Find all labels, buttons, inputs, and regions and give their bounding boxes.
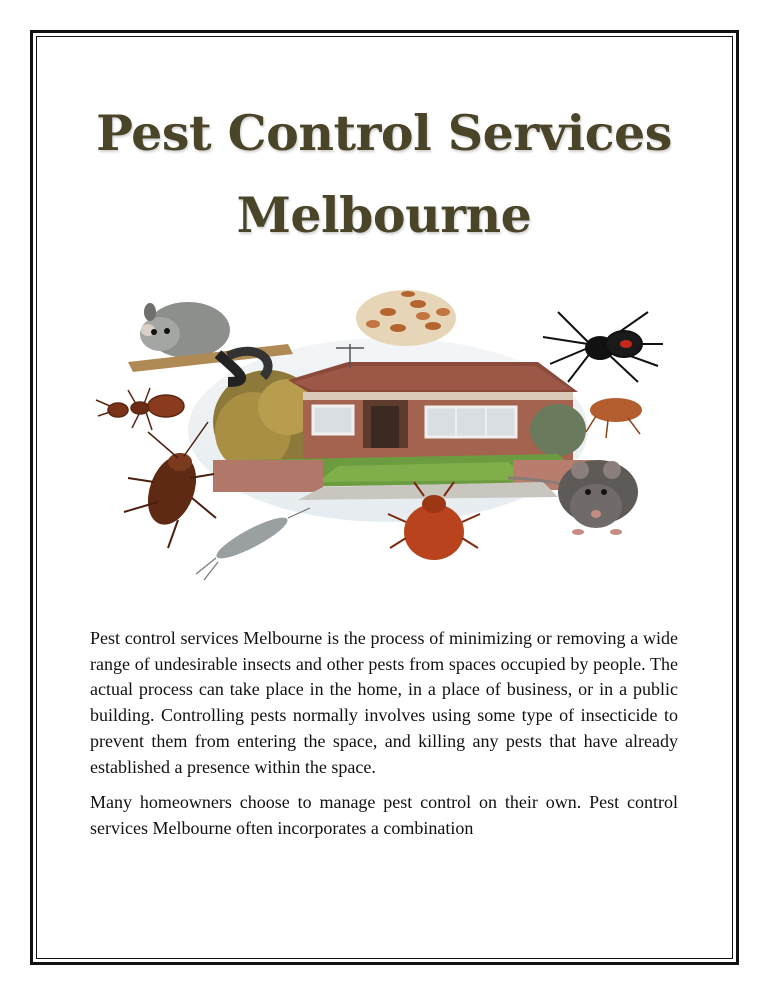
spider-icon <box>543 312 663 382</box>
flea-icon <box>586 398 642 438</box>
termites-icon <box>356 290 456 346</box>
pest-control-collage-image <box>88 282 680 582</box>
ant-icon <box>96 388 184 430</box>
page-title <box>60 92 708 256</box>
paragraph-1: Pest control services Melbourne is the process of minimizing or removing a wide range of undesirable insects and other pests from spaces occupied by people. The actual process can take place in the home, in a place of business, or in a public building. Controlling pests normally involves using some type of insecticide to prevent them from entering the space, and killing any pests that have already established a presence within the space. <box>90 628 678 777</box>
title-line-1: Pest Control Services <box>96 104 672 162</box>
title-line-2: Melbourne <box>236 186 532 244</box>
paragraph-2: Many homeowners choose to manage pest control on their own. Pest control services Melbourne often incorporates a combination <box>90 792 678 838</box>
article-body <box>90 626 678 852</box>
possum-icon <box>128 302 293 382</box>
silverfish-icon <box>196 508 310 580</box>
house-scene <box>188 338 593 522</box>
